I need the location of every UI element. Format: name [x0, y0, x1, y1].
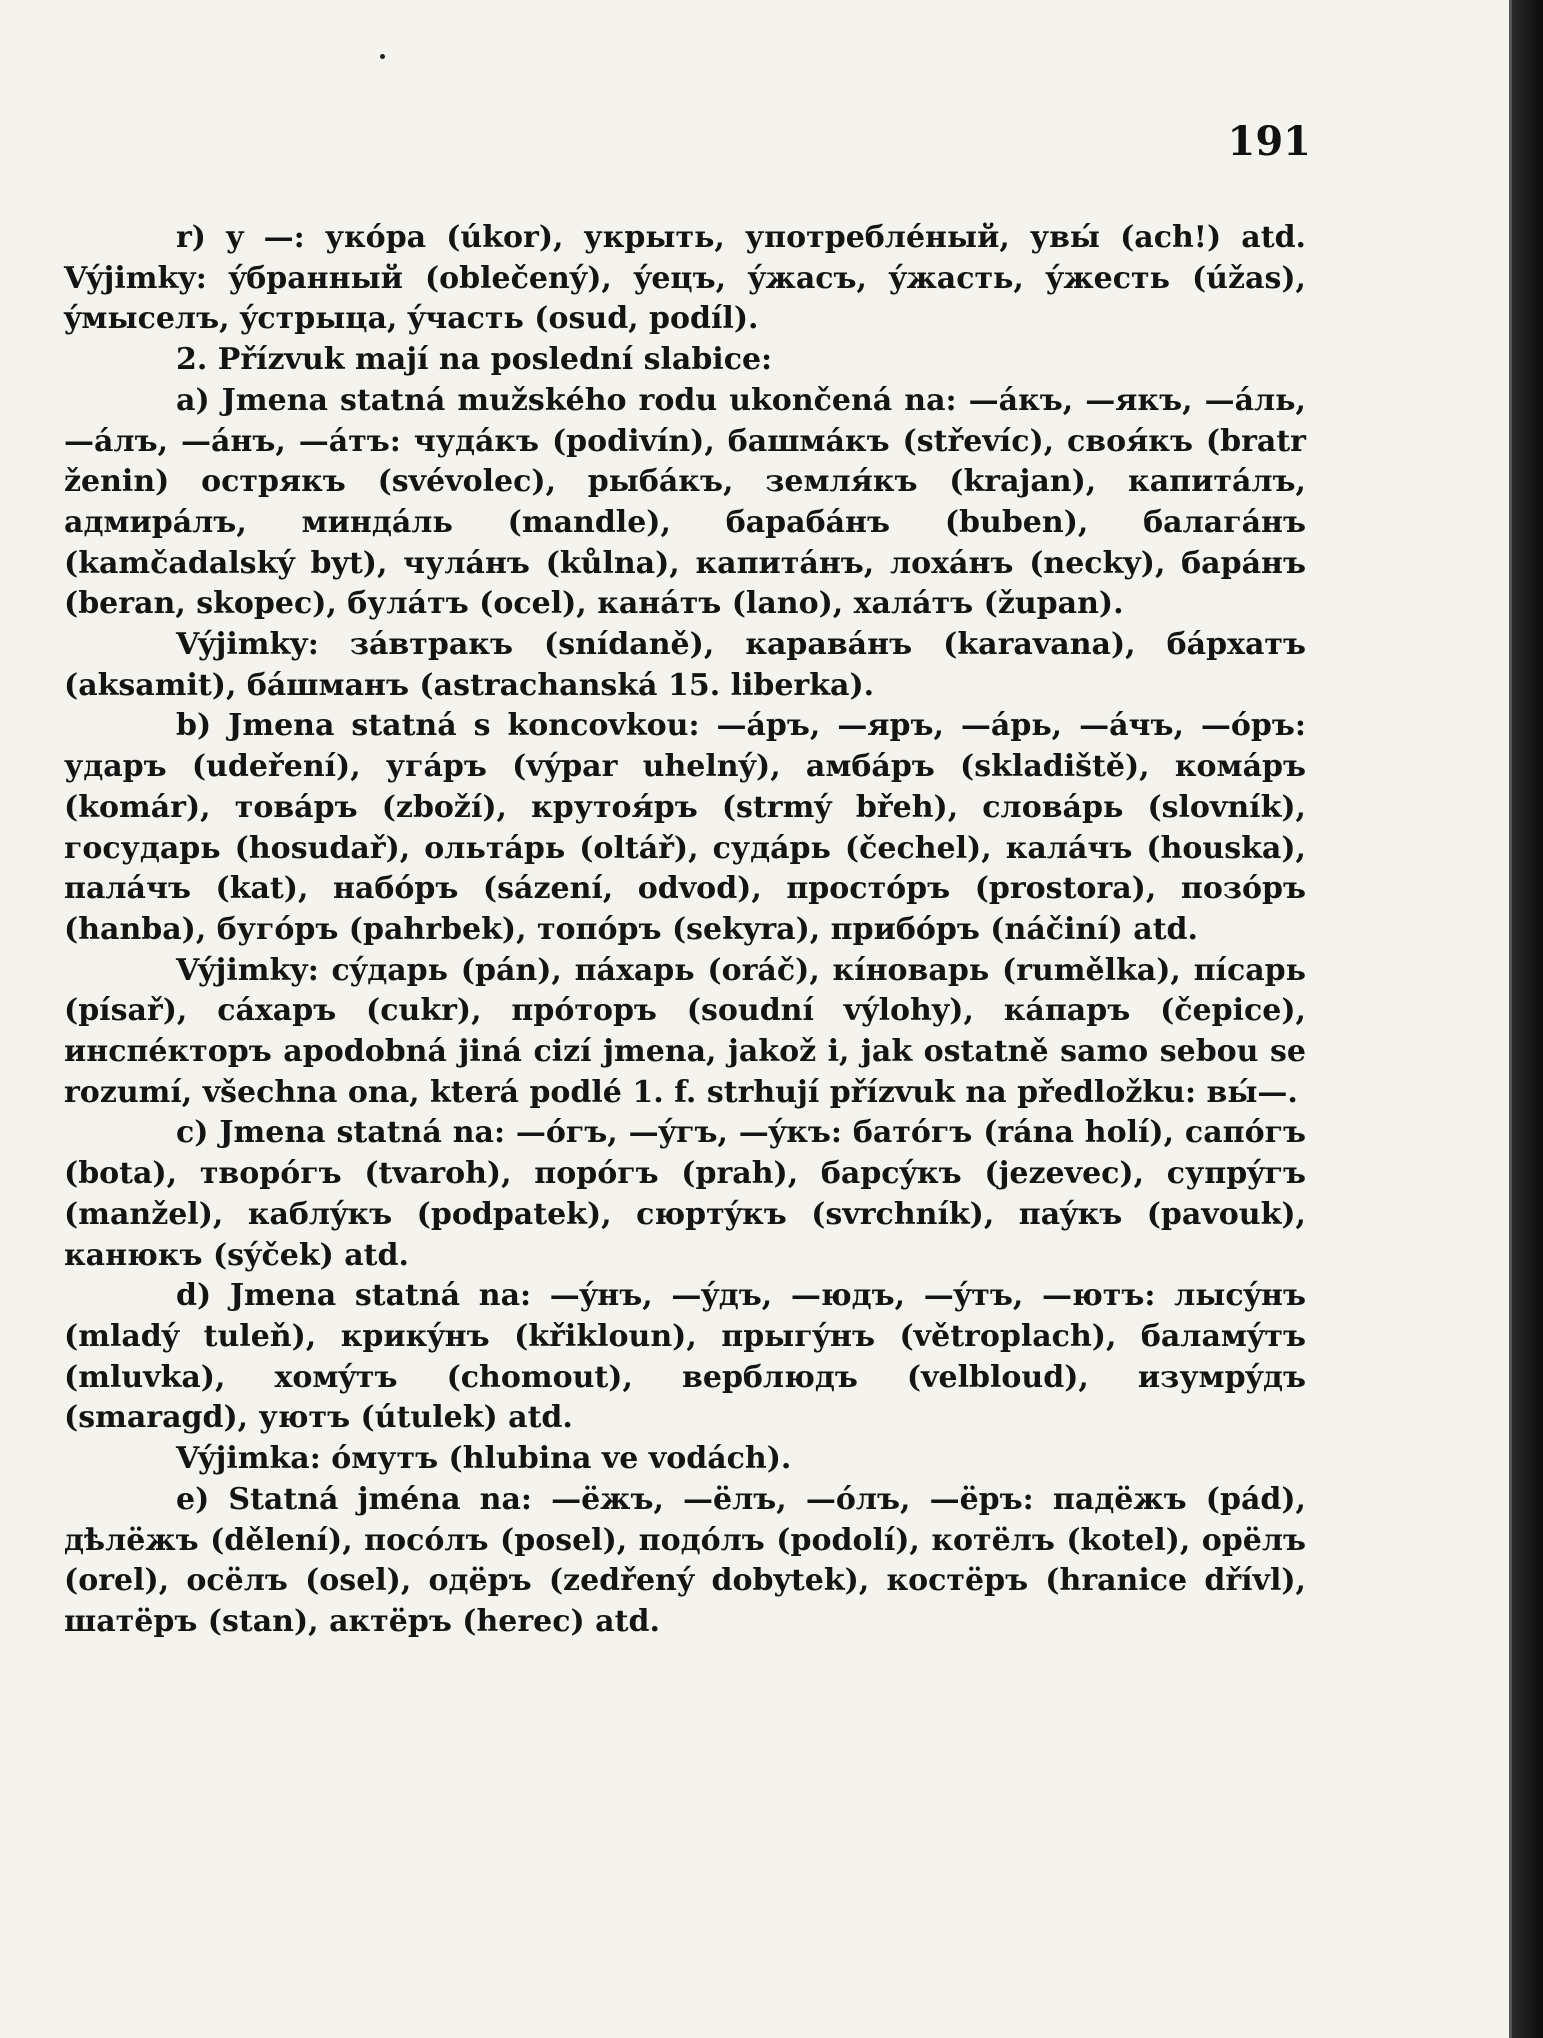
paragraph-heading-2: 2. Přízvuk mají na poslední slabice: [176, 342, 773, 378]
paragraph-c: c) Jmena statná na: —óгъ, —ýгъ, —ýкъ: батóгъ (rána holí), сапóгъ (bota), творóгъ (tvaroh), порóгъ (prah), барсýкъ (jezevec), супрýгъ (manžel), каблýкъ (podpatek), сюртýкъ (svrchník), паýкъ (pavouk), канюкъ (sýček) atd. [64, 1115, 1306, 1273]
paragraph-b-exceptions: Výjimky: сýдарь (pán), пáхарь (oráč), кíноварь (rumělka), пíсарь (písař), сáхаръ (cukr), прóторъ (soudní výlohy), кáпаръ (čepice), инспéкторъ apodobná jiná cizí jmena, jakož i, jak ostatně samo sebou se rozumí, všechna ona, která podlé 1. f. strhují přízvuk na předložku: вы́—. [64, 952, 1306, 1110]
scan-border [1512, 0, 1543, 2038]
page-number: 191 [1227, 118, 1311, 165]
paragraph-e: e) Statná jména na: —ёжъ, —ёлъ, —óлъ, —ёръ: падёжъ (pád), дѣлёжъ (dělení), посóлъ (posel), подóлъ (podolí), котёлъ (kotel), орёлъ (orel), осёлъ (osel), одёръ (zedřený dobytek), костёръ (hranice dřívl), шатёръ (stan), актёръ (herec) atd. [64, 1481, 1306, 1639]
page-body [64, 218, 1306, 1643]
paragraph-a-exceptions: Výjimky: зáвтракъ (snídaně), каравáнъ (karavana), бáрхатъ (aksamit), бáшманъ (astrachanská 15. liberka). [64, 627, 1306, 703]
paragraph-b: b) Jmena statná s koncovkou: —áръ, —яръ, —áрь, —áчъ, —óръ: ударъ (udeření), угáръ (výpar uhelný), амбáръ (skladiště), комáръ (komár), товáръ (zboží), крутоя́ръ (strmý břeh), словáрь (slovník), государь (hosudař), ольтáрь (oltář), судáрь (čechel), калáчъ (houska), палáчъ (kat), набóръ (sázení, odvod), простóръ (prostora), позóръ (hanba), бугóръ (pahrbek), топóръ (sekyra), прибóръ (náčiní) atd. [64, 708, 1306, 947]
paragraph-r-y: r) y —: укóра (úkor), укрыть, употреблéный, увы́ (ach!) atd. Výjimky: ýбранный (oblečený), ýецъ, ýжасъ, ýжасть, ýжесть (úžas), ýмыселъ, ýстрыца, ýчасть (osud, podíl). [64, 220, 1306, 337]
paragraph-d: d) Jmena statná na: —ýнъ, —ýдъ, —юдъ, —ýтъ, —ютъ: лысýнъ (mladý tuleň), крикýнъ (křikloun), прыгýнъ (větroplach), баламýтъ (mluvka), хомýтъ (chomout), верблюдъ (velbloud), изумрýдъ (smaragd), уютъ (útulek) atd. [64, 1278, 1306, 1436]
paragraph-d-exception: Výjimka: óмутъ (hlubina ve vodách). [176, 1441, 792, 1477]
printing-speck [380, 54, 385, 59]
paragraph-a: a) Jmena statná mužského rodu ukončená na: —áкъ, —якъ, —áль, —áлъ, —áнъ, —áтъ: чудáкъ (podivín), башмáкъ (střevíc), своя́къ (bratr ženin) острякъ (svévolec), рыбáкъ, земля́къ (krajan), капитáлъ, адмирáлъ, миндáль (mandle), барабáнъ (buben), балагáнъ (kamčadalský byt), чулáнъ (kůlna), капитáнъ, лохáнъ (necky), барáнъ (beran, skopec), булáтъ (ocel), канáтъ (lano), халáтъ (župan). [64, 382, 1306, 622]
